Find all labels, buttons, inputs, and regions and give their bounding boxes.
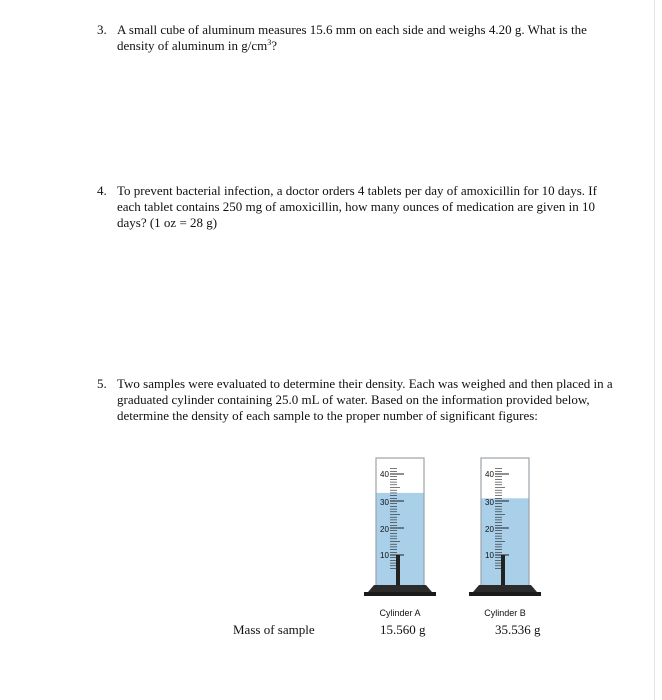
question-number: 5. bbox=[97, 376, 107, 391]
question-text: To prevent bacterial infection, a doctor orders 4 tablets per day of amoxicillin for 10 days. If each tablet contains 250 mg of amoxicillin, how many ounces of medication are given in 10 days? (1 oz = 28 g) bbox=[117, 183, 597, 230]
cylinder-a-tick-label-40: 40 bbox=[380, 470, 389, 479]
cylinder-b-base-plate bbox=[469, 592, 541, 596]
mass-of-sample-label: Mass of sample bbox=[233, 622, 315, 637]
cylinder-stem bbox=[396, 555, 400, 585]
cylinder-a-tick-label-20: 20 bbox=[380, 525, 389, 534]
question-text: A small cube of aluminum measures 15.6 mm on each side and weighs 4.20 g. What is the density of aluminum in $g/cm^3$? bbox=[117, 22, 587, 53]
question-number: 3. bbox=[97, 22, 107, 37]
cylinder-a-base bbox=[368, 585, 432, 592]
graduated-cylinders-figure bbox=[360, 445, 570, 625]
cylinder-b-tick-label-20: 20 bbox=[485, 525, 494, 534]
question-3 bbox=[97, 22, 617, 54]
cylinder-a bbox=[360, 450, 440, 620]
cylinder-a-drawing bbox=[360, 450, 440, 600]
cylinder-stem bbox=[501, 555, 505, 585]
question-5 bbox=[97, 376, 617, 424]
page-edge-divider bbox=[654, 0, 655, 700]
superscript: 3 bbox=[267, 38, 272, 47]
cylinder-a-tick-label-30: 30 bbox=[380, 498, 389, 507]
question-text: Two samples were evaluated to determine their density. Each was weighed and then placed in a graduated cylinder containing 25.0 mL of water. Based on the information provided below, determine the density of each sample to the proper number of significant figures: bbox=[117, 376, 613, 423]
cylinder-a-mass: 15.560 g bbox=[380, 622, 426, 637]
cylinder-b-label: Cylinder B bbox=[484, 608, 526, 618]
cylinder-b-tick-label-30: 30 bbox=[485, 498, 494, 507]
question-4 bbox=[97, 183, 617, 231]
cylinder-b-drawing bbox=[465, 450, 545, 600]
cylinder-b-base bbox=[473, 585, 537, 592]
cylinder-b-mass: 35.536 g bbox=[495, 622, 541, 637]
cylinder-a-base-plate bbox=[364, 592, 436, 596]
cylinder-b-tick-label-10: 10 bbox=[485, 551, 494, 560]
cylinder-b-tick-label-40: 40 bbox=[485, 470, 494, 479]
cylinder-b bbox=[465, 450, 545, 620]
question-number: 4. bbox=[97, 183, 107, 198]
cylinder-a-tick-label-10: 10 bbox=[380, 551, 389, 560]
cylinder-a-label: Cylinder A bbox=[379, 608, 421, 618]
